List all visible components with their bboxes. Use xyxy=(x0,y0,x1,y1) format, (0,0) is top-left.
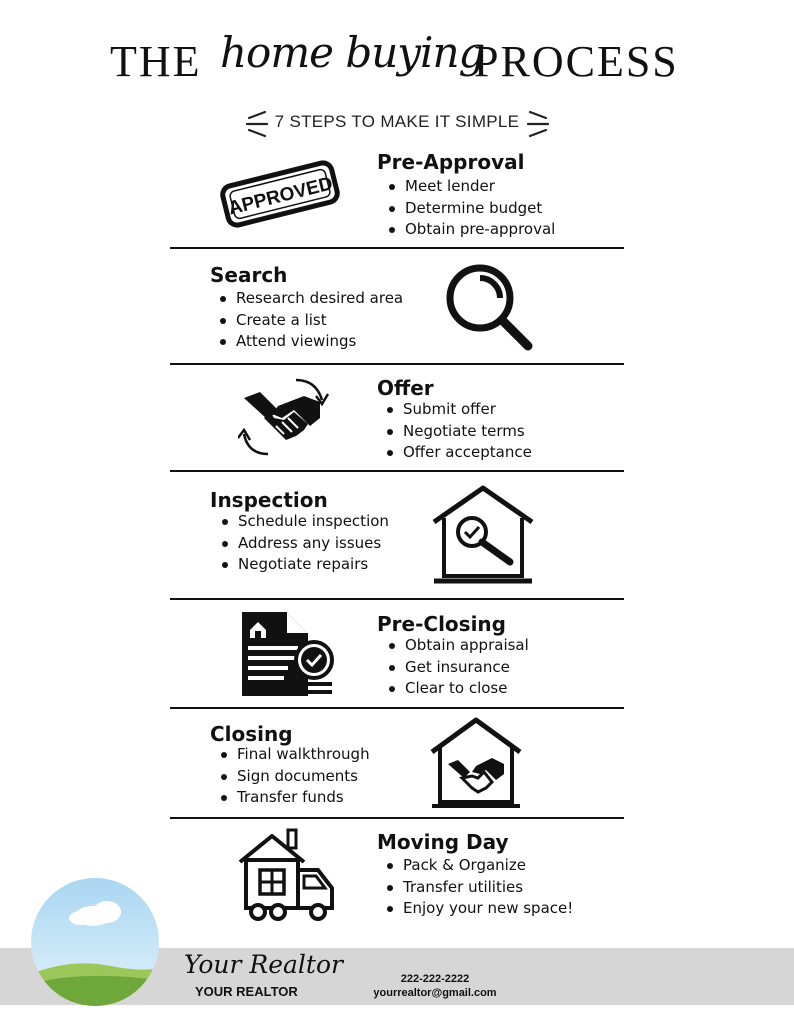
divider xyxy=(170,817,624,819)
divider xyxy=(170,247,624,249)
list-item: Enjoy your new space! xyxy=(383,898,573,920)
list-item: Attend viewings xyxy=(216,331,403,353)
signature: Your Realtor xyxy=(184,950,343,979)
step-bullets-offer xyxy=(383,399,532,464)
house-handshake-icon xyxy=(428,716,524,810)
step-bullets-pre-closing xyxy=(385,635,529,700)
list-item: Create a list xyxy=(216,310,403,332)
list-item: Transfer funds xyxy=(217,787,370,809)
right-burst-icon xyxy=(526,104,552,144)
list-item: Schedule inspection xyxy=(218,511,389,533)
list-item: Clear to close xyxy=(385,678,529,700)
step-bullets-pre-approval xyxy=(385,176,555,241)
step-title-pre-approval: Pre-Approval xyxy=(377,150,525,174)
list-item: Meet lender xyxy=(385,176,555,198)
title-word-process: PROCESS xyxy=(474,37,679,86)
list-item: Submit offer xyxy=(383,399,532,421)
list-item: Address any issues xyxy=(218,533,389,555)
approved-stamp-icon xyxy=(218,158,342,230)
landscape-icon xyxy=(31,878,159,1006)
list-item: Negotiate repairs xyxy=(218,554,389,576)
realtor-name: YOUR REALTOR xyxy=(195,984,298,999)
divider xyxy=(170,470,624,472)
list-item: Get insurance xyxy=(385,657,529,679)
divider xyxy=(170,598,624,600)
divider xyxy=(170,707,624,709)
list-item: Transfer utilities xyxy=(383,877,573,899)
step-bullets-search xyxy=(216,288,403,353)
list-item: Final walkthrough xyxy=(217,744,370,766)
list-item: Obtain pre-approval xyxy=(385,219,555,241)
step-bullets-inspection xyxy=(218,511,389,576)
list-item: Negotiate terms xyxy=(383,421,532,443)
handshake-icon xyxy=(238,374,330,460)
list-item: Obtain appraisal xyxy=(385,635,529,657)
moving-truck-icon xyxy=(238,826,338,922)
step-title-offer: Offer xyxy=(377,376,434,400)
email-address: yourrealtor@gmail.com xyxy=(373,987,497,999)
list-item: Pack & Organize xyxy=(383,855,573,877)
subtitle: 7 STEPS TO MAKE IT SIMPLE xyxy=(274,112,520,131)
list-item: Sign documents xyxy=(217,766,370,788)
step-title-inspection: Inspection xyxy=(210,488,328,512)
divider xyxy=(170,363,624,365)
title-script: home buying xyxy=(220,28,485,77)
step-title-search: Search xyxy=(210,263,288,287)
document-check-icon xyxy=(240,608,336,700)
list-item: Determine budget xyxy=(385,198,555,220)
magnifying-glass-icon xyxy=(440,262,536,352)
stamp-text: APPROVED xyxy=(226,173,335,220)
step-bullets-moving-day xyxy=(383,855,573,920)
step-bullets-closing xyxy=(217,744,370,809)
step-title-closing: Closing xyxy=(210,722,293,746)
step-title-pre-closing: Pre-Closing xyxy=(377,612,506,636)
list-item: Research desired area xyxy=(216,288,403,310)
avatar xyxy=(31,878,159,1006)
title-word-the: THE xyxy=(110,37,202,86)
page-title xyxy=(0,22,794,102)
step-title-moving-day: Moving Day xyxy=(377,830,509,854)
house-inspection-icon xyxy=(430,484,536,586)
list-item: Offer acceptance xyxy=(383,442,532,464)
phone-number: 222-222-2222 xyxy=(400,973,470,985)
